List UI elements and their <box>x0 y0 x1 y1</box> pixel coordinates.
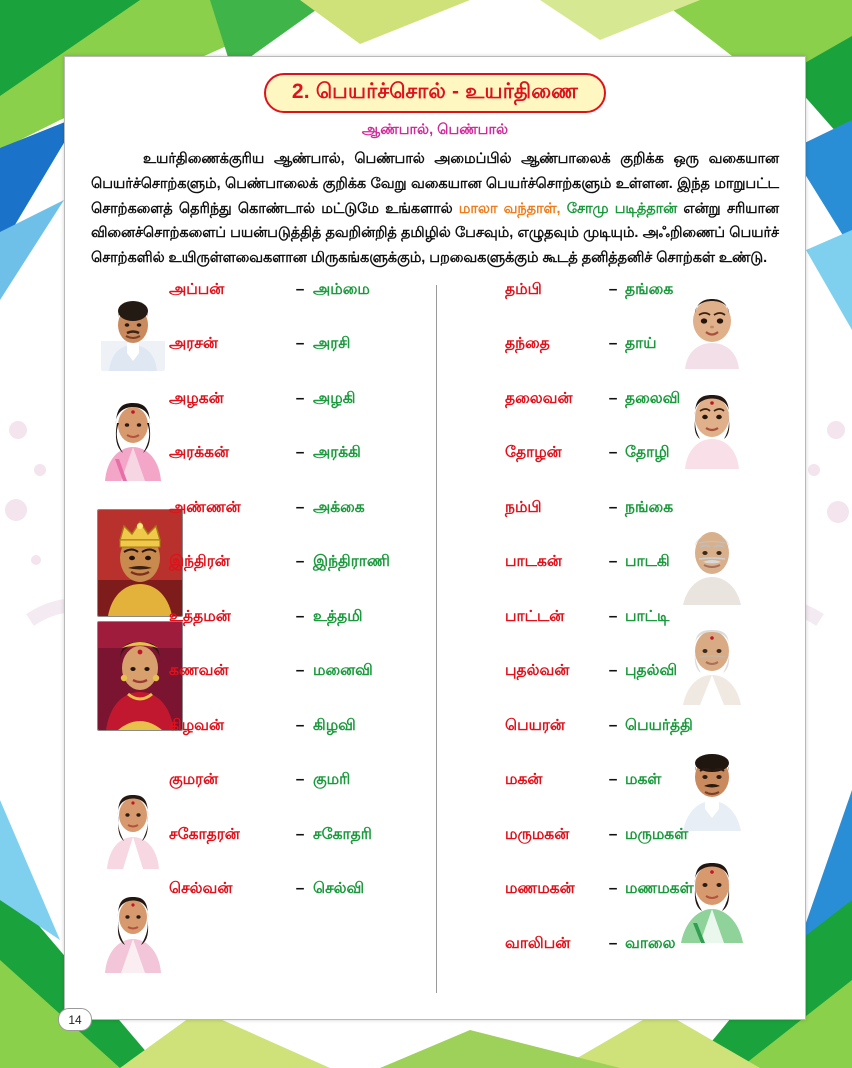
photo-man-in-shirt <box>101 285 165 371</box>
male-word: தோழன் <box>505 444 562 462</box>
intro-text-part1: உயர்திணைக்குரிய ஆண்பால், பெண்பால் அமைப்பில் ஆண்பாலைக் குறிக்க ஒரு வகையான பெயர்ச்சொற்களும், பெண்பாலைக் குறிக்க வேறு வகையான பெயர்ச்சொற்களும் உள்ளன. இந்த மாறுபட்ட சொற்களைத் தெரிந்து கொண்டால் மட்டுமே உங்களால் <box>91 151 779 217</box>
female-word: தலைவி <box>625 389 681 407</box>
male-word: பாட்டன் <box>505 607 565 625</box>
male-word: பெயரன் <box>505 716 565 734</box>
word-pair-row <box>169 826 437 881</box>
female-word: அரசி <box>313 335 351 353</box>
word-pair-row <box>169 444 437 499</box>
word-pair-row <box>505 390 749 445</box>
female-word: மனைவி <box>313 662 373 680</box>
pair-dash: – <box>295 771 305 789</box>
word-pair-row <box>169 608 437 663</box>
female-word: செல்வி <box>313 880 365 898</box>
word-pair-row <box>505 335 749 390</box>
pair-dash: – <box>295 444 305 462</box>
female-word: அரக்கி <box>313 444 361 462</box>
word-pair-row <box>169 499 437 554</box>
word-pair-row <box>505 826 749 881</box>
male-word: பாடகன் <box>505 553 562 571</box>
page-card <box>64 56 806 1020</box>
pair-dash: – <box>295 880 305 898</box>
female-word: குமரி <box>313 771 351 789</box>
female-word: அம்மை <box>313 280 370 298</box>
word-pair-row <box>505 771 749 826</box>
word-pair-row <box>505 717 749 772</box>
male-word: மருமகன் <box>505 825 570 843</box>
pair-dash: – <box>295 335 305 353</box>
pair-dash: – <box>608 771 618 789</box>
word-pair-row <box>169 771 437 826</box>
word-pair-row <box>505 880 749 935</box>
female-word: மகள் <box>625 771 662 789</box>
female-word: புதல்வி <box>625 662 678 680</box>
pair-dash: – <box>295 716 305 734</box>
male-word: மணமகன் <box>505 880 575 898</box>
male-word: வாலிபன் <box>505 934 571 952</box>
photo-young-woman-white <box>101 877 165 973</box>
female-word: பாடகி <box>625 553 670 571</box>
male-word: புதல்வன் <box>505 662 570 680</box>
word-pair-row <box>169 662 437 717</box>
male-word: அழகன் <box>169 389 224 407</box>
word-pair-row <box>169 281 437 336</box>
word-pair-row <box>169 390 437 445</box>
pair-dash: – <box>608 825 618 843</box>
male-word: அரக்கன் <box>169 444 230 462</box>
male-word: அப்பன் <box>169 280 225 298</box>
left-word-column <box>169 281 437 935</box>
pair-dash: – <box>608 553 618 571</box>
pair-dash: – <box>608 335 618 353</box>
word-pair-row <box>505 444 749 499</box>
male-word: கிழவன் <box>169 716 225 734</box>
pair-dash: – <box>608 444 618 462</box>
female-word: அக்கை <box>313 498 365 516</box>
female-word: உத்தமி <box>313 607 363 625</box>
female-word: கிழவி <box>313 716 356 734</box>
photo-woman-in-saree <box>101 385 165 481</box>
word-pair-row <box>505 281 749 336</box>
pair-dash: – <box>295 389 305 407</box>
pair-dash: – <box>608 498 618 516</box>
female-word: மருமகள் <box>625 825 689 843</box>
female-word: தங்கை <box>625 280 674 298</box>
intro-text-part2: என்று சரியான வினைச்சொற்களைப் பயன்படுத்தித் தவறின்றித் தமிழில் பேசவும், எழுதவும் முடியும். அஃறிணைப் பெயர்ச் சொற்களில் உயிருள்ளவைகளான மிருகங்களுக்கும், பறவைகளுக்கும் கூடத் தனித்தனிச் சொற்கள் உண்டு. <box>91 200 779 267</box>
male-word: மகன் <box>505 771 543 789</box>
male-word: இந்திரன் <box>169 553 230 571</box>
pair-dash: – <box>608 607 618 625</box>
pair-dash: – <box>608 934 618 952</box>
male-word: தலைவன் <box>505 389 573 407</box>
male-word: சகோதரன் <box>169 825 240 843</box>
male-word: அண்ணன் <box>169 498 241 516</box>
pair-dash: – <box>295 280 305 298</box>
female-word: சகோதரி <box>313 825 372 843</box>
word-pair-row <box>169 553 437 608</box>
male-word: குமரன் <box>169 771 219 789</box>
pair-dash: – <box>295 662 305 680</box>
male-word: தந்தை <box>505 335 550 353</box>
word-pairs-table <box>65 281 805 993</box>
right-word-column <box>505 281 749 990</box>
female-word: இந்திராணி <box>313 553 390 571</box>
pair-dash: – <box>608 880 618 898</box>
word-pair-row <box>169 880 437 935</box>
female-word: பெயர்த்தி <box>625 716 693 734</box>
word-pair-row <box>505 935 749 990</box>
pair-dash: – <box>295 825 305 843</box>
female-word: தோழி <box>625 444 670 462</box>
word-pair-row <box>169 335 437 390</box>
male-word: தம்பி <box>505 280 542 298</box>
word-pair-row <box>505 499 749 554</box>
male-word: நம்பி <box>505 498 542 516</box>
photo-young-woman-pink <box>101 777 165 869</box>
page-number: 14 <box>58 1008 92 1031</box>
pair-dash: – <box>608 280 618 298</box>
male-word: உத்தமன் <box>169 607 231 625</box>
intro-highlight-1: மாலா வந்தாள், <box>458 200 561 217</box>
word-pair-row <box>505 608 749 663</box>
female-word: தாய் <box>625 335 657 353</box>
page-title: 2. பெயர்ச்சொல் - உயர்திணை <box>264 73 606 113</box>
pair-dash: – <box>608 389 618 407</box>
word-pair-row <box>505 662 749 717</box>
page-subtitle: ஆண்பால், பெண்பால் <box>361 122 509 139</box>
male-word: கணவன் <box>169 662 229 680</box>
female-word: மணமகள் <box>625 880 694 898</box>
pair-dash: – <box>608 662 618 680</box>
intro-paragraph <box>91 147 779 271</box>
word-pair-row <box>505 553 749 608</box>
pair-dash: – <box>295 498 305 516</box>
male-word: செல்வன் <box>169 880 233 898</box>
pair-dash: – <box>608 716 618 734</box>
word-pair-row <box>169 717 437 772</box>
pair-dash: – <box>295 607 305 625</box>
female-word: நங்கை <box>625 498 674 516</box>
female-word: பாட்டி <box>625 607 670 625</box>
title-container <box>65 73 805 113</box>
intro-highlight-2: சோமு படித்தான் <box>560 200 678 217</box>
pair-dash: – <box>295 553 305 571</box>
female-word: வாலை <box>625 934 676 952</box>
male-word: அரசன் <box>169 335 218 353</box>
female-word: அழகி <box>313 389 356 407</box>
